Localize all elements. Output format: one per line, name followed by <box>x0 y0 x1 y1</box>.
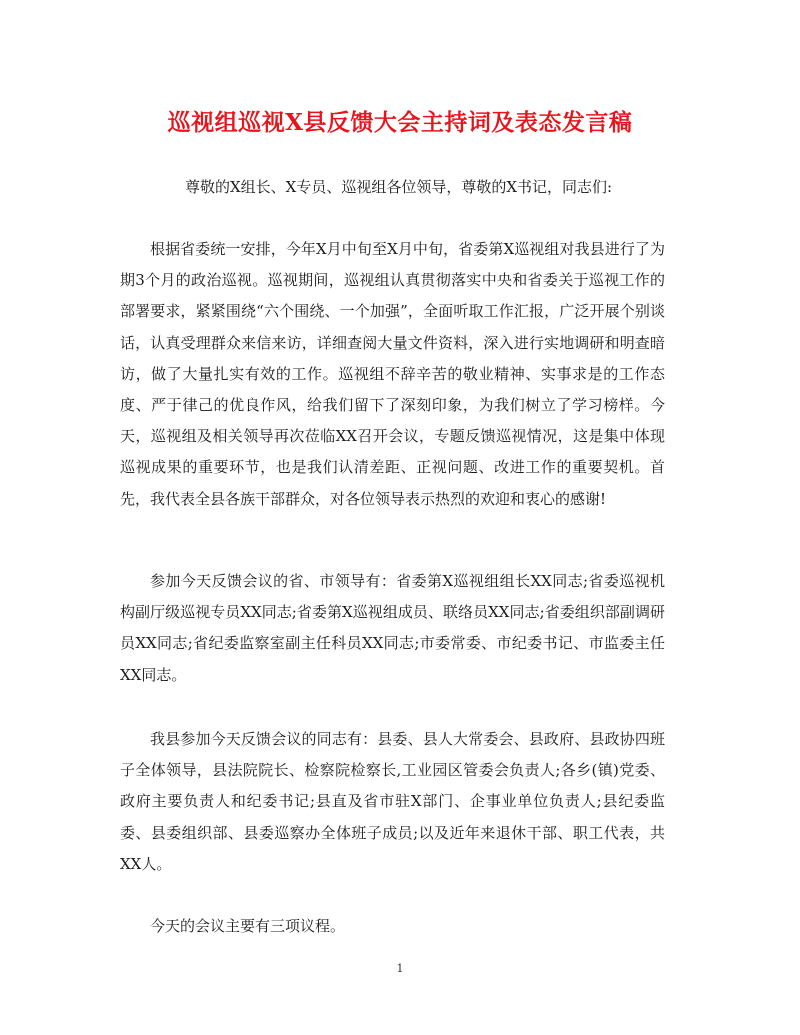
paragraph-agenda: 今天的会议主要有三项议程。 <box>150 917 346 935</box>
document-title: 巡视组巡视X县反馈大会主持词及表态发言稿 <box>167 109 633 136</box>
paragraph-provincial-leaders: 参加今天反馈会议的省、市领导有：省委第X巡视组组长XX同志;省委巡视机构副厅级巡视专员XX同志;省委第X巡视组成员、联络员XX同志;省委组织部副调研员XX同志;省纪委监察室副主任科员XX同志;市委常委、市纪委书记、市监委主任XX同志。 <box>120 572 665 684</box>
paragraph-county-attendees: 我县参加今天反馈会议的同志有：县委、县人大常委会、县政府、县政协四班子全体领导，县法院院长、检察院检察长,工业园区管委会负责人;各乡(镇)党委、政府主要负责人和纪委书记;县直及省市驻X部门、企事业单位负责人;县纪委监委、县委组织部、县委巡察办全体班子成员;以及近年来退休干部、职工代表，共XX人。 <box>120 730 665 873</box>
salutation: 尊敬的X组长、X专员、巡视组各位领导，尊敬的X书记，同志们: <box>185 178 613 196</box>
page-number: 1 <box>396 962 404 975</box>
paragraph-intro: 根据省委统一安排，今年X月中旬至X月中旬，省委第X巡视组对我县进行了为期3个月的政治巡视。巡视期间，巡视组认真贯彻落实中央和省委关于巡视工作的部署要求，紧紧围绕“六个围绕、一个加强”，全面听取工作汇报，广泛开展个别谈话，认真受理群众来信来访，详细查阅大量文件资料，深入进行实地调研和明查暗访，做了大量扎实有效的工作。巡视组不辞辛苦的敬业精神、实事求是的工作态度、严于律己的优良作风，给我们留下了深刻印象，为我们树立了学习榜样。今天，巡视组及相关领导再次莅临XX召开会议，专题反馈巡视情况，这是集中体现巡视成果的重要环节，也是我们认清差距、正视问题、改进工作的重要契机。首先，我代表全县各族干部群众，对各位领导表示热烈的欢迎和衷心的感谢! <box>120 240 665 508</box>
